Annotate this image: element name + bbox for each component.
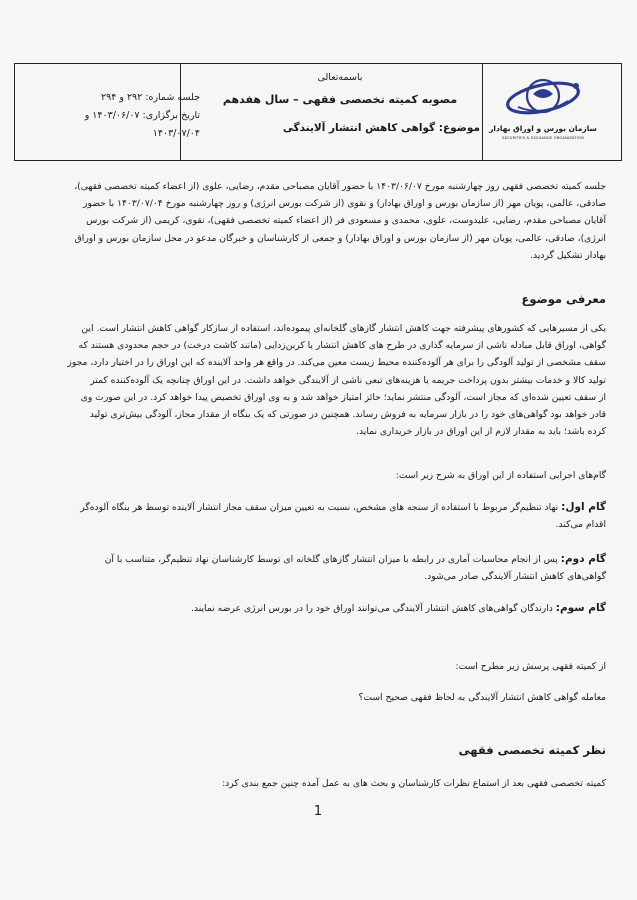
meeting-date-1: تاریخ برگزاری: ۱۴۰۳/۰۶/۰۷ و (84, 110, 200, 121)
logo-emblem-icon (488, 72, 598, 124)
basmala: باسمه‌تعالی (317, 72, 363, 83)
section-heading-opinion: نظر کمیته تخصصی فقهی (458, 743, 606, 757)
topic-line: سقف مشخصی از تولید آلودگی را برای هر آلوده‌کننده محیط زیست معین می‌کند. در واقع هر واحد آلاینده که این اوراق را در اختیار دارد، مجوز (67, 357, 606, 369)
document-title: مصوبه کمیته تخصصی فقهی – سال هفدهم (222, 93, 458, 106)
page-number: 1 (313, 804, 323, 819)
topic-line: قادر خواهد بود گواهی‌های خود را در بازار سرمایه به فروش رساند. همچنین در صورتی که یک بنگاه از مقدار مجاز، آلودگی بیش‌تری تولید (89, 409, 606, 421)
step-label: گام سوم: (555, 602, 606, 614)
topic-paragraph (28, 320, 606, 440)
intro-paragraph (28, 178, 606, 264)
intro-line: جلسه کمیته تخصصی فقهی روز چهارشنبه مورخ ۱۴۰۳/۰۶/۰۷ با حضور آقایان مصباحی مقدم، رضایی، علوی (از اعضاء کمیته تخصصی فقهی)، (74, 181, 606, 192)
topic-line: از سقف تعیین شده‌ای که مجاز است، آلودگی منتشر نماید؛ حائز امتیاز خواهد شد و به وی اوراق تخصیص پیدا خواهد کرد. در این صورت وی (80, 391, 606, 403)
step-text: نهاد تنظیم‌گر مربوط با استفاده از سنجه های مشخص، نسبت به تعیین میزان سقف مجاز انتشار آلاینده توسط هر بنگاه آلوده‌گر (80, 502, 559, 513)
organization-logo (488, 72, 598, 152)
intro-line: انرژی)، صادقی، عالمی، پویان مهر (از سازمان بورس و اوراق بهادار) و جمعی از کارشناسان و خبرگان مدعو در محل سازمان بورس و اوراق (74, 232, 606, 244)
header-right-border (621, 63, 622, 161)
document-subject: موضوع: گواهی کاهش انتشار آلایندگی (282, 122, 480, 134)
session-number: جلسه شماره: ۲۹۲ و ۲۹۴ (100, 92, 200, 103)
step-label: گام دوم: (560, 553, 606, 565)
opinion-text: کمیته تخصصی فقهی بعد از استماع نظرات کارشناسان و بحث های به عمل آمده چنین جمع بندی کرد: (222, 778, 606, 789)
question-intro: از کمیته فقهی پرسش زیر مطرح است: (455, 661, 606, 672)
step-text: دارندگان گواهی‌های کاهش انتشار آلایندگی می‌توانند اوراق خود را در بورس انرژی عرضه نمایند. (190, 603, 553, 614)
topic-line: یکی از مسیرهایی که کشورهای پیشرفته جهت کاهش انتشار گازهای گلخانه‌ای پیموده‌اند، استفاده از سازکار گواهی کاهش انتشار است. این (81, 323, 606, 334)
question-text: معامله گواهی کاهش انتشار آلایندگی به لحاظ فقهی صحیح است؟ (358, 692, 606, 703)
section-heading-intro: معرفی موضوع (521, 292, 606, 306)
step-text-cont: گواهی‌های کاهش انتشار آلایندگی صادر می‌شود. (424, 571, 606, 583)
step-text-cont: اقدام می‌کند. (555, 519, 606, 531)
topic-line: کرده باشد؛ باید به مقدار لازم از این اوراق در بازار خریداری نماید. (356, 426, 606, 438)
header-bottom-border (14, 160, 622, 161)
intro-line: صادقی، عالمی، پویان مهر (از سازمان بورس و اوراق بهادار) و نقوی (از شرکت بورس انرژی) و روز چهارشنبه مورخ ۱۴۰۳/۰۷/۰۴ با حضور (83, 198, 606, 210)
logo-name-en: SECURITIES & EXCHANGE ORGANIZATION (502, 136, 584, 140)
intro-line: بهادار تشکیل گردید. (530, 249, 606, 261)
header-left-border (14, 63, 15, 161)
steps-intro: گام‌های اجرایی استفاده از این اوراق به شرح زیر است: (395, 470, 606, 481)
step-text: پس از انجام محاسبات آماری در رابطه با میزان انتشار گازهای گلخانه ای توسط کارشناسان نهاد تنظیم‌گر، متناسب با آن (104, 554, 558, 565)
topic-line: گواهی، اوراق قابل مبادله ناشی از سرمایه گذاری در طرح های کاهش انتشار یا کربن‌زدایی (مانند کاشت درخت) در حجم محدودی هستند که (78, 340, 606, 352)
logo-name-fa: سازمان بورس و اوراق بهادار (489, 124, 597, 133)
topic-line: تولید کالا و خدمات بیشتر بدون پرداخت جریمه یا هزینه‌های تبعی ناشی از آلایندگی خواهد داشت. در این اوراق چنانچه یک آلوده‌کننده کمتر (90, 374, 606, 386)
intro-line: آقایان مصباحی مقدم، رضایی، علیدوست، علوی، محمدی و مسعودی فر (از اعضاء کمیته تخصصی فقهی)، نقوی، کریمی (از شرکت بورس (86, 215, 606, 227)
meeting-date-2: ۱۴۰۳/۰۷/۰۴ (152, 128, 200, 139)
header-top-border (14, 63, 622, 64)
header-divider-right (482, 63, 483, 161)
step-three (28, 600, 606, 617)
step-two (28, 551, 606, 585)
step-one (28, 499, 606, 533)
step-label: گام اول: (561, 501, 606, 513)
